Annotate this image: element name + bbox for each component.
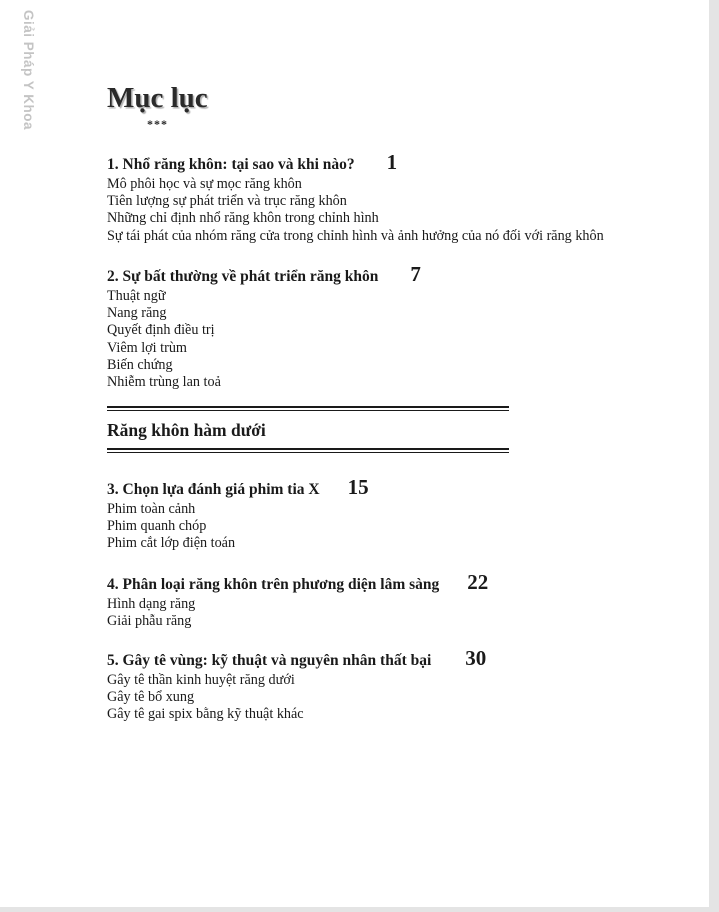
toc-section-heading [107, 475, 369, 500]
toc-section-title: 1. Nhổ răng khôn: tại sao và khi nào? [107, 156, 355, 173]
toc-item: Biến chứng [107, 356, 173, 373]
toc-section-heading [107, 646, 486, 671]
toc-item: Thuật ngữ [107, 288, 166, 304]
toc-section-heading [107, 150, 604, 175]
toc-section-title: 2. Sự bất thường về phát triển răng khôn [107, 268, 379, 285]
toc-item: Gây tê gai spix bằng kỹ thuật khác [107, 706, 304, 723]
toc-section-5 [107, 646, 486, 724]
toc-item: Giải phẫu răng [107, 613, 192, 630]
toc-page-number: 30 [465, 646, 487, 670]
toc-section-4 [107, 570, 488, 630]
toc-item: Quyết định điều trị [107, 322, 215, 339]
toc-section-1 [107, 150, 604, 245]
toc-item: Mô phôi học và sự mọc răng khôn [107, 176, 302, 192]
toc-section-3 [107, 475, 369, 553]
toc-page-number: 1 [386, 150, 398, 174]
toc-section-title: 4. Phân loại răng khôn trên phương diện lâm sàng [107, 576, 440, 593]
toc-item: Nang răng [107, 305, 167, 322]
toc-item: Nhiễm trùng lan toả [107, 374, 221, 391]
part-divider-top [107, 406, 509, 411]
toc-section-title: 3. Chọn lựa đánh giá phim tia X [107, 481, 320, 498]
toc-section-heading [107, 570, 488, 595]
toc-item: Những chỉ định nhổ răng khôn trong chỉnh hình [107, 210, 379, 227]
toc-item: Phim toàn cảnh [107, 501, 196, 517]
toc-page-number: 15 [347, 475, 369, 499]
toc-item: Phim cắt lớp điện toán [107, 535, 236, 552]
toc-section-2 [107, 262, 421, 391]
toc-page-number: 7 [410, 262, 421, 286]
toc-section-title: 5. Gây tê vùng: kỹ thuật và nguyên nhân thất bại [107, 652, 432, 669]
toc-section-heading [107, 262, 421, 287]
toc-item: Sự tái phát của nhóm răng cửa trong chỉnh hình và ảnh hưởng của nó đối với răng khôn [107, 227, 604, 244]
title-ornament: *** [147, 117, 168, 131]
part-divider-bottom [107, 448, 509, 453]
toc-item: Gây tê bổ xung [107, 689, 195, 706]
watermark: Giải Pháp Y Khoa [21, 10, 36, 131]
page-title: Mục lục [107, 82, 208, 114]
toc-item: Phim quanh chóp [107, 518, 207, 535]
toc-page-number: 22 [467, 570, 489, 594]
toc-item: Viêm lợi trùm [107, 339, 187, 356]
toc-item: Hình dạng răng [107, 596, 196, 612]
toc-item: Tiên lượng sự phát triển và trục răng khôn [107, 193, 347, 210]
part-title: Răng khôn hàm dưới [107, 420, 266, 440]
toc-item: Gây tê thần kinh huyệt răng dưới [107, 672, 295, 688]
